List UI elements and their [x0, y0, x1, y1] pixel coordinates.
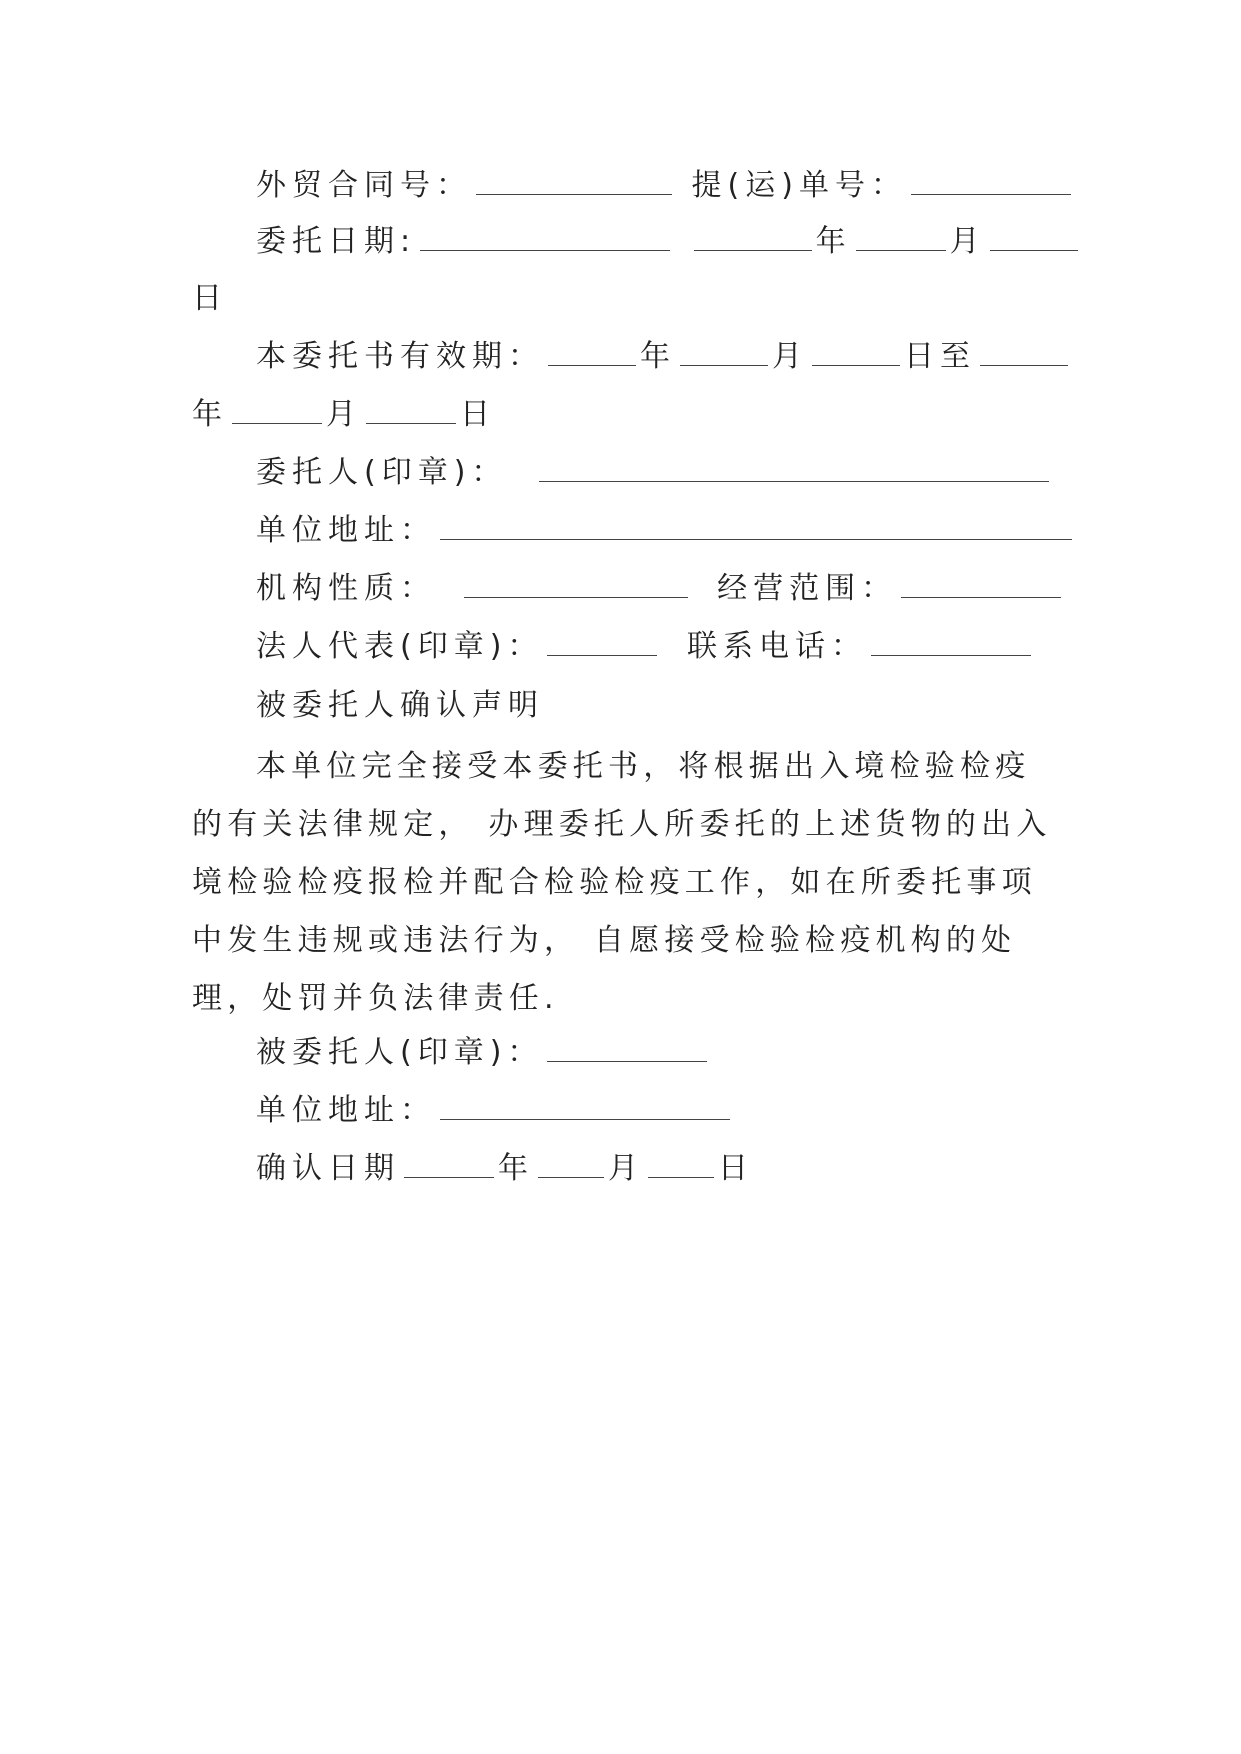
month-label: 月 — [772, 339, 808, 374]
contract-line — [256, 166, 1075, 206]
month-label: 月 — [949, 224, 986, 259]
address-line — [256, 511, 1076, 551]
month-label: 月 — [608, 1151, 644, 1186]
address-field[interactable] — [440, 515, 1072, 540]
validity-line — [256, 337, 1072, 377]
bill-no-field[interactable] — [911, 170, 1071, 195]
declaration-body: 本单位完全接受本委托书，将根据出入境检验检疫的有关法律规定， 办理委托人所委托的上述货物的出入境检验检疫报检并配合检验检疫工作，如在所委托事项中发生违规或违法行为， 自愿接受检验检疫机构的处理，处罚并负法律责任. — [192, 749, 1052, 1016]
validity-line-2 — [192, 395, 496, 435]
day-label: 日 — [192, 281, 228, 316]
agent-address-line — [256, 1091, 734, 1131]
day-label: 日 — [460, 397, 496, 432]
confirm-date-line — [256, 1149, 754, 1189]
legal-rep-label: 法人代表(印章)： — [256, 629, 544, 664]
entrust-date-field[interactable] — [420, 226, 670, 251]
entrust-month-field[interactable] — [856, 226, 946, 251]
entrust-day-field[interactable] — [990, 226, 1078, 251]
declaration-title: 被委托人确认声明 — [256, 688, 544, 723]
year-label: 年 — [815, 224, 852, 259]
confirm-month-field[interactable] — [538, 1153, 604, 1178]
address-label: 单位地址： — [256, 513, 436, 548]
entrust-date-label: 委托日期: — [256, 224, 417, 259]
agent-seal-field[interactable] — [547, 1037, 707, 1062]
principal-line — [256, 453, 1053, 493]
agent-seal-label: 被委托人(印章)： — [256, 1035, 544, 1070]
legal-rep-line — [256, 627, 1035, 667]
business-scope-label: 经营范围： — [717, 571, 898, 606]
validity-label: 本委托书有效期： — [256, 339, 544, 374]
legal-rep-field[interactable] — [547, 631, 657, 656]
phone-field[interactable] — [871, 631, 1031, 656]
contract-no-field[interactable] — [476, 170, 672, 195]
principal-seal-label: 委托人(印章)： — [256, 455, 508, 490]
validity-to-year-field[interactable] — [980, 341, 1068, 366]
org-nature-field[interactable] — [464, 573, 688, 598]
validity-from-day-field[interactable] — [812, 341, 900, 366]
year-label: 年 — [192, 397, 228, 432]
validity-to-day-field[interactable] — [366, 399, 456, 424]
validity-from-year-field[interactable] — [548, 341, 636, 366]
validity-from-month-field[interactable] — [680, 341, 768, 366]
agent-address-field[interactable] — [440, 1095, 730, 1120]
contract-no-label: 外贸合同号： — [256, 168, 472, 203]
year-label: 年 — [640, 339, 676, 374]
bill-no-label: 提(运)单号： — [691, 168, 907, 203]
agent-address-label: 单位地址： — [256, 1093, 436, 1128]
year-label: 年 — [498, 1151, 534, 1186]
month-label: 月 — [326, 397, 362, 432]
confirm-date-label: 确认日期 — [256, 1151, 400, 1186]
entrust-year-field[interactable] — [694, 226, 812, 251]
confirm-day-field[interactable] — [648, 1153, 714, 1178]
day-label: 日 — [718, 1151, 754, 1186]
confirm-year-field[interactable] — [404, 1153, 494, 1178]
until-label: 日至 — [904, 339, 976, 374]
principal-seal-field[interactable] — [539, 457, 1049, 482]
entrust-date-line — [256, 222, 1082, 262]
phone-label: 联系电话： — [686, 629, 867, 664]
business-scope-field[interactable] — [901, 573, 1061, 598]
validity-to-month-field[interactable] — [232, 399, 322, 424]
agent-seal-line — [256, 1033, 711, 1073]
org-line — [256, 569, 1065, 609]
org-nature-label: 机构性质： — [256, 571, 436, 606]
entrust-day-line — [192, 279, 228, 319]
